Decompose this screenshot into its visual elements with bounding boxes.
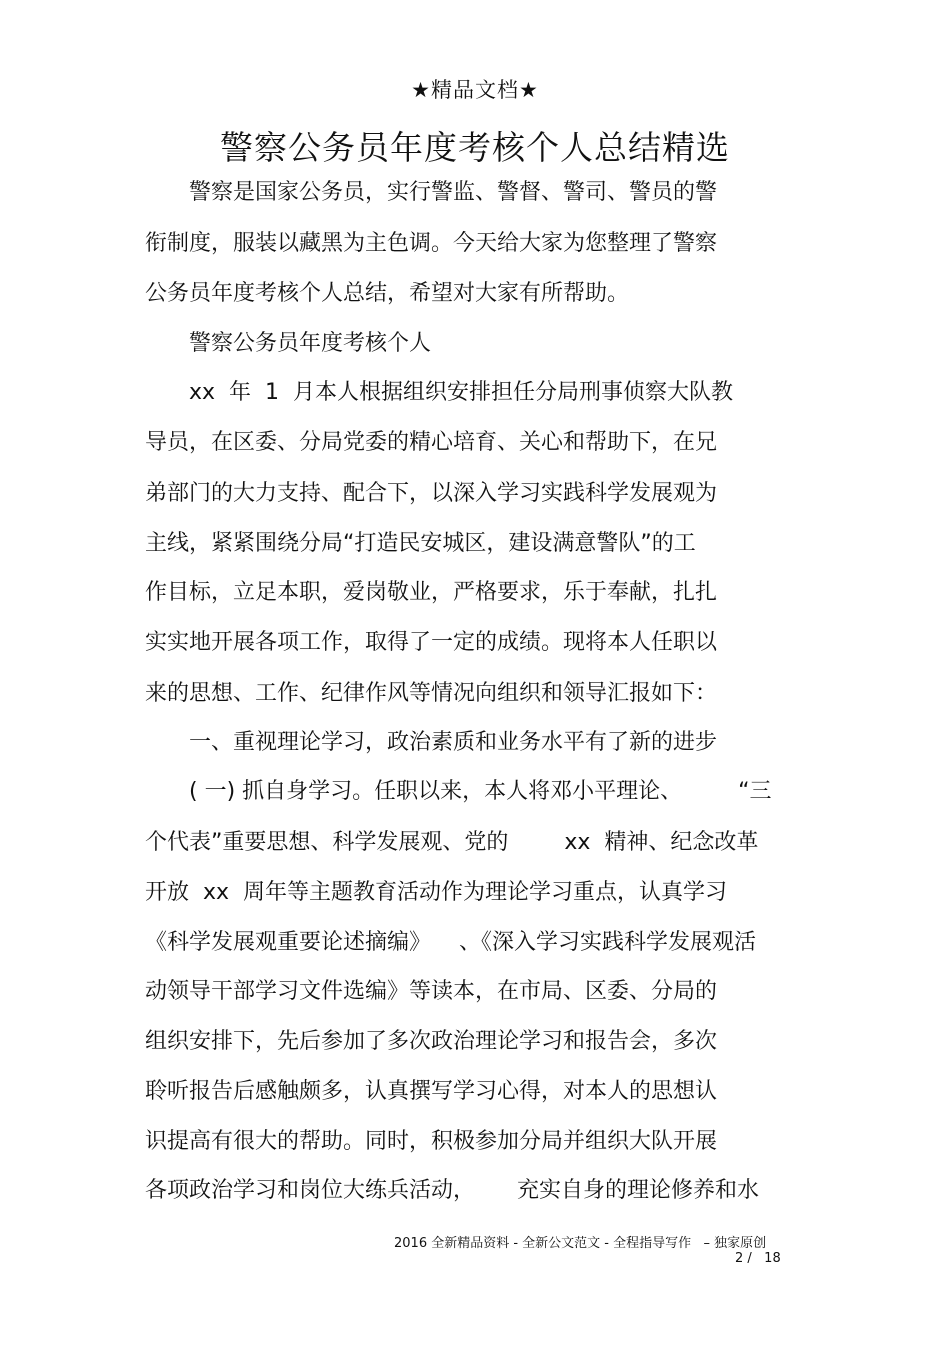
section-heading: 警察公务员年度考核个人 xyxy=(145,331,432,356)
body-line: 各项政治学习和岗位大练兵活动， 充实自身的理论修养和水 xyxy=(145,1178,759,1203)
body-line: 作目标，立足本职，爱岗敬业，严格要求，乐于奉献，扎扎 xyxy=(145,580,718,605)
body-line: 开放 xx 周年等主题教育活动作为理论学习重点，认真学习 xyxy=(145,880,728,905)
body-line: 组织安排下，先后参加了多次政治理论学习和报告会，多次 xyxy=(145,1029,718,1054)
body-line: 导员，在区委、分局党委的精心培育、关心和帮助下，在兄 xyxy=(145,430,718,455)
body-line: 弟部门的大力支持、配合下，以深入学习实践科学发展观为 xyxy=(145,481,718,506)
body-line: 来的思想、工作、纪律作风等情况向组织和领导汇报如下： xyxy=(145,681,718,706)
body-line: 《科学发展观重要论述摘编》 、《深入学习实践科学发展观活 xyxy=(145,930,756,955)
header-mark: ★精品文档★ xyxy=(411,78,539,102)
body-line: 识提高有很大的帮助。同时，积极参加分局并组织大队开展 xyxy=(145,1129,718,1154)
body-line: 公务员年度考核个人总结，希望对大家有所帮助。 xyxy=(145,281,630,306)
document-title: 警察公务员年度考核个人总结精选 xyxy=(220,128,730,167)
body-line: 主线，紧紧围绕分局“打造民安城区，建设满意警队”的工 xyxy=(145,531,696,556)
body-line: 衔制度，服装以藏黑为主色调。今天给大家为您整理了警察 xyxy=(145,231,718,256)
page-number: 2 / 18 xyxy=(735,1251,781,1266)
body-line: ( 一) 抓自身学习。任职以来，本人将邓小平理论、 “三 xyxy=(145,779,772,804)
body-line: 实实地开展各项工作，取得了一定的成绩。现将本人任职以 xyxy=(145,630,718,655)
body-line: 动领导干部学习文件选编》等读本，在市局、区委、分局的 xyxy=(145,979,718,1004)
body-line: 聆听报告后感触颇多，认真撰写学习心得，对本人的思想认 xyxy=(145,1079,718,1104)
body-line: xx 年 1 月本人根据组织安排担任分局刑事侦察大队教 xyxy=(145,380,733,405)
body-line: 个代表”重要思想、科学发展观、党的 xx 精神、纪念改革 xyxy=(145,830,759,855)
body-line: 警察是国家公务员，实行警监、警督、警司、警员的警 xyxy=(145,180,718,205)
section-heading: 一、重视理论学习，政治素质和业务水平有了新的进步 xyxy=(145,730,718,755)
footer-note: 2016 全新精品资料 - 全新公文范文 - 全程指导写作 – 独家原创 xyxy=(394,1236,767,1251)
